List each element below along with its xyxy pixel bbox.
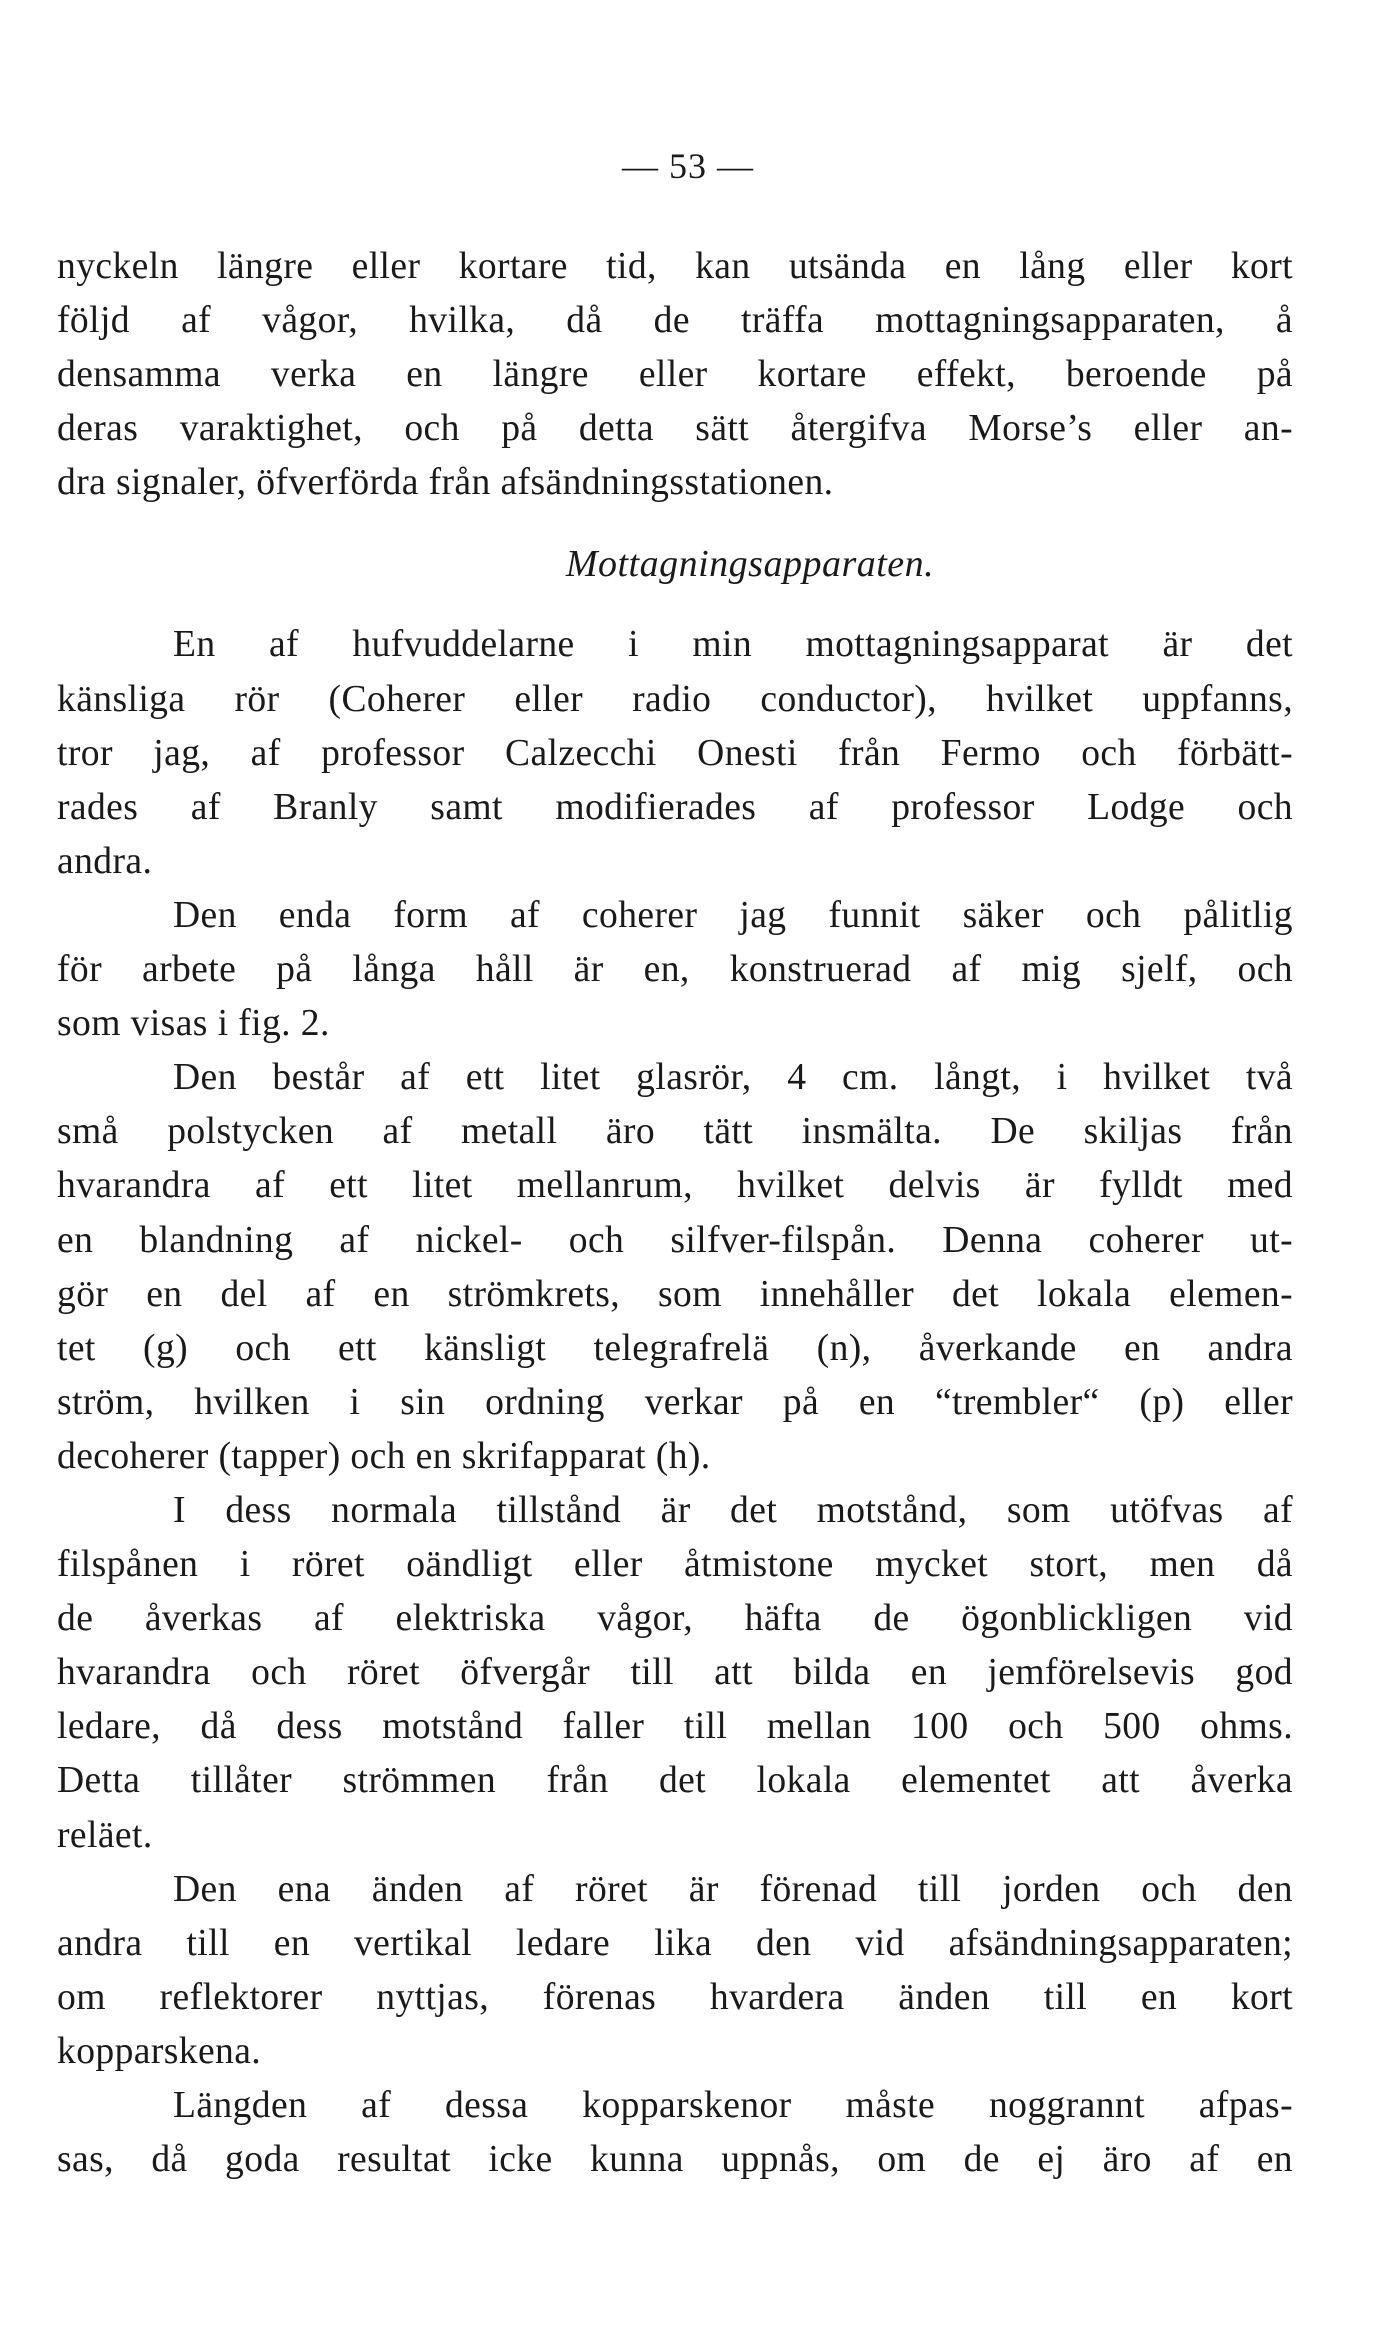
body-text xyxy=(57,240,1293,2187)
text-line: Längden af dessa kopparskenor måste noggrannt afpas- xyxy=(173,2085,1293,2126)
text-line: de åverkas af elektriska vågor, häfta de ögonblickligen vid xyxy=(57,1598,1293,1640)
text-line: om reflektorer nyttjas, förenas hvardera änden till en kort xyxy=(57,1976,1293,2018)
text-line: små polstycken af metall äro tätt insmälta. De skiljas från xyxy=(57,1111,1293,1153)
text-line: som visas i fig. 2. xyxy=(57,1003,330,1045)
text-line: en blandning af nickel- och silfver-filspån. Denna coherer ut- xyxy=(57,1219,1293,1261)
text-line: för arbete på långa håll är en, konstruerad af mig sjelf, och xyxy=(57,949,1293,991)
text-line: deras varaktighet, och på detta sätt återgifva Morse’s eller an- xyxy=(57,408,1293,450)
page-number: — 53 — xyxy=(622,146,754,186)
section-heading: Mottagningsapparaten. xyxy=(565,543,935,586)
text-line: Den enda form af coherer jag funnit säker och pålitlig xyxy=(173,894,1293,936)
text-line: dra signaler, öfverförda från afsändningsstationen. xyxy=(57,462,834,504)
text-line: rades af Branly samt modifierades af professor Lodge och xyxy=(57,786,1293,828)
text-line: andra till en vertikal ledare lika den vid afsändningsapparaten; xyxy=(57,1922,1293,1964)
paragraph xyxy=(57,889,1293,1051)
text-line: kopparskena. xyxy=(57,2030,262,2072)
text-line: ledare, då dess motstånd faller till mellan 100 och 500 ohms. xyxy=(57,1706,1293,1748)
text-line: Den består af ett litet glasrör, 4 cm. långt, i hvilket två xyxy=(173,1057,1293,1099)
text-line: reläet. xyxy=(57,1814,153,1856)
text-line: sas, då goda resultat icke kunna uppnås, om de ej äro af en xyxy=(57,2139,1293,2181)
paragraph xyxy=(57,618,1293,888)
text-line: andra. xyxy=(57,840,153,882)
paragraph xyxy=(57,1484,1293,1863)
text-line: nyckeln längre eller kortare tid, kan utsända en lång eller kort xyxy=(57,246,1293,287)
text-line: En af hufvuddelarne i min mottagningsapparat är det xyxy=(173,624,1293,666)
text-line: hvarandra af ett litet mellanrum, hvilket delvis är fylldt med xyxy=(57,1165,1293,1207)
paragraph xyxy=(57,240,1293,510)
text-line: densamma verka en längre eller kortare effekt, beroende på xyxy=(57,354,1293,396)
paragraph xyxy=(57,1051,1293,1484)
text-line: decoherer (tapper) och en skrifapparat (h). xyxy=(57,1435,711,1477)
text-line: tror jag, af professor Calzecchi Onesti från Fermo och förbätt- xyxy=(57,732,1293,774)
text-line: I dess normala tillstånd är det motstånd, som utöfvas af xyxy=(173,1489,1293,1531)
text-line: gör en del af en strömkrets, som innehåller det lokala elemen- xyxy=(57,1273,1293,1315)
paragraph xyxy=(57,2079,1293,2187)
text-line: hvarandra och röret öfvergår till att bilda en jemförelsevis god xyxy=(57,1652,1293,1694)
text-line: tet (g) och ett känsligt telegrafrelä (n), åverkande en andra xyxy=(57,1327,1293,1369)
text-line: följd af vågor, hvilka, då de träffa mottagningsapparaten, å xyxy=(57,300,1293,342)
text-line: Den ena änden af röret är förenad till jorden och den xyxy=(173,1868,1293,1910)
text-line: Detta tillåter strömmen från det lokala elementet att åverka xyxy=(57,1760,1293,1802)
text-line: känsliga rör (Coherer eller radio conductor), hvilket uppfanns, xyxy=(57,678,1293,720)
text-line: ström, hvilken i sin ordning verkar på en “trembler“ (p) eller xyxy=(57,1381,1293,1423)
text-line: filspånen i röret oändligt eller åtmistone mycket stort, men då xyxy=(57,1544,1293,1586)
paragraph xyxy=(57,1863,1293,2079)
